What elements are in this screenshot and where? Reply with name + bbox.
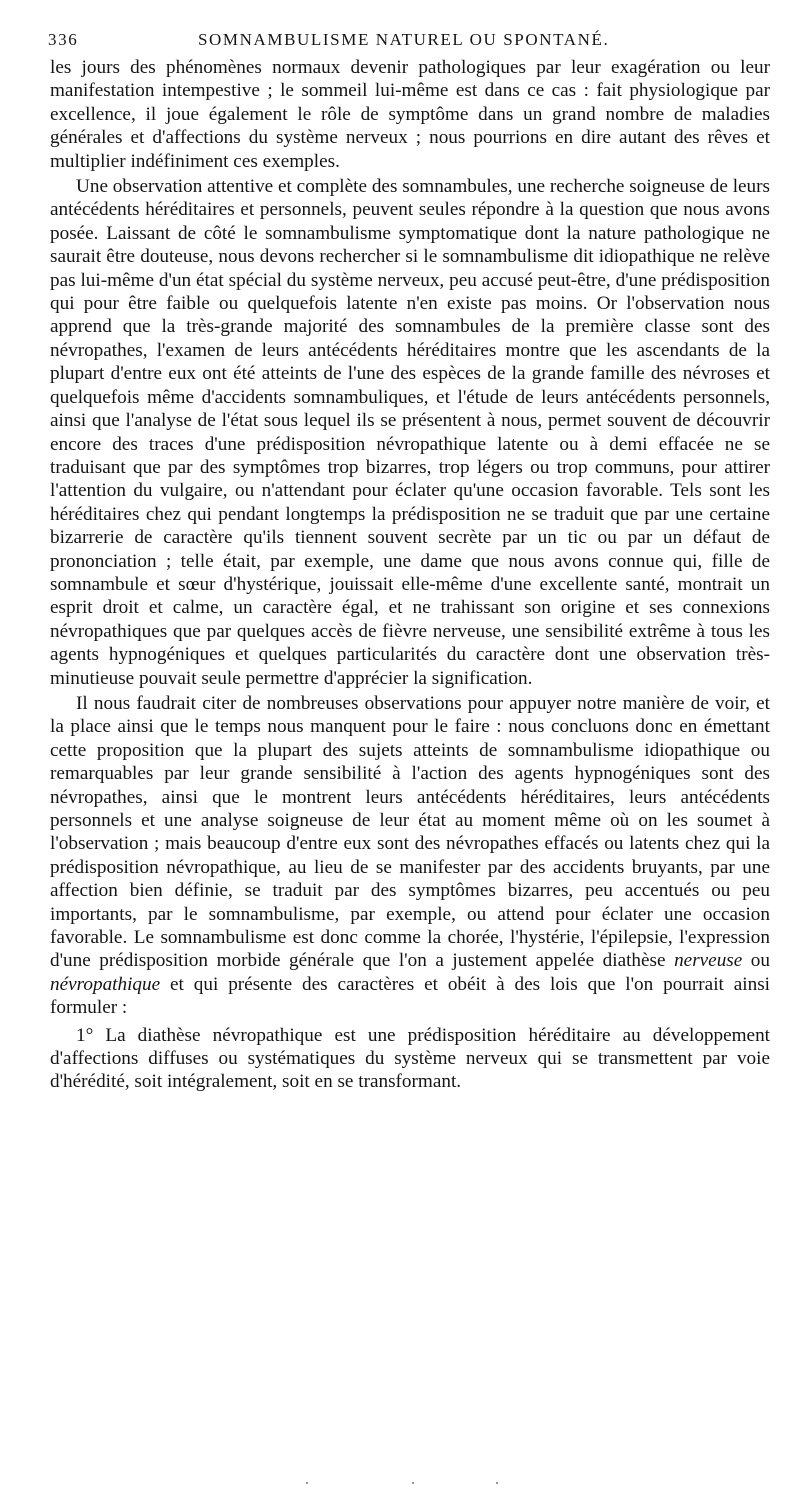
paragraph-3 bbox=[50, 692, 770, 1020]
scan-dot bbox=[496, 1482, 498, 1484]
book-page bbox=[50, 30, 770, 1094]
paragraph-3-text-c: et qui présente des caractères et obéit à des lois que l'on pourrait ainsi formuler : bbox=[50, 973, 770, 1019]
paragraph-2: Une observation attentive et complète des somnambules, une recherche soigneuse de leurs antécédents héréditaires et personnels, peuvent seules répondre à la question que nous avons posée. Laissant de côté le somnambulisme symptomatique dont la nature pathologique ne saurait être douteuse, nous devons rechercher si le somnambulisme dit idiopathique ne relève pas lui-même d'un état spécial du système nerveux, peu accusé peut-être, d'une prédisposition qui pour être faible ou quelquefois latente n'en existe pas moins. Or l'observation nous apprend que la très-grande majorité des somnambules de la première classe sont des névropathes, l'examen de leurs antécédents héréditaires montre que les ascendants de la plupart d'entre eux ont été atteints de l'une des espèces de la grande famille des névroses et quelquefois même d'accidents somnambuliques, et l'étude de leurs antécédents personnels, ainsi que l'analyse de l'état sous lequel ils se présentent à nous, permet souvent de découvrir encore des traces d'une prédisposition névropathique latente ou à demi effacée ne se traduisant que par des symptômes trop bizarres, trop légers ou trop communs, pour attirer l'attention du vulgaire, ou n'attendant pour éclater qu'une occasion favorable. Tels sont les héréditaires chez qui pendant longtemps la prédisposition ne se traduit que par une certaine bizarrerie de caractère qu'ils tiennent souvent secrète par un tic ou par un défaut de prononciation ; telle était, par exemple, une dame que nous avons connue qui, fille de somnambule et sœur d'hystérique, jouissait elle-même d'une excellente santé, montrait un esprit droit et calme, un caractère égal, et ne trahissant son origine et ses connexions névropathiques que par quelques accès de fièvre nerveuse, une sensibilité extrême à tous les agents hypnogéniques et quelques particularités du caractère dont une observation très-minutieuse pouvait seule permettre d'apprécier la signification. bbox=[50, 176, 770, 689]
running-title: SOMNAMBULISME NATUREL OU SPONTANÉ. bbox=[198, 30, 610, 49]
emphasis-nevropathique: névropathique bbox=[50, 973, 161, 995]
scan-dot bbox=[306, 1482, 308, 1484]
paragraph-3-text-a: Il nous faudrait citer de nombreuses observations pour appuyer notre manière de voir, et la place ainsi que le temps nous manquent pour le faire : nous concluons donc en émettant cette proposition que la plupart des sujets atteints de somnambulisme idiopathique ou remarquables par leur grande sensibilité à l'action des agents hypnogéniques sont des névropathes, ainsi que le montrent leurs antécédents héréditaires, leurs antécédents personnels et une analyse soigneuse de leur état au moment même où on les soumet à l'observation ; mais beaucoup d'entre eux sont des névropathes effacés ou latents chez qui la prédisposition névropathique, au lieu de se manifester par des accidents bruyants, par une affection bien définie, se traduit par des symptômes bizarres, peu accentués ou peu importants, par le somnambulisme, par exemple, ou attend pour éclater une occasion favorable. Le somnambulisme est donc comme la chorée, l'hystérie, l'épilepsie, l'expression d'une prédisposition morbide générale que l'on a justement appelée diathèse bbox=[50, 692, 770, 972]
emphasis-nerveuse: nerveuse bbox=[674, 950, 743, 972]
scan-marks bbox=[0, 1482, 800, 1492]
numbered-item-1: 1° La diathèse névropathique est une prédisposition héréditaire au développement d'affections diffuses ou systématiques du système nerveux qui se transmettent par voie d'hérédité, soit intégralement, soit en se transformant. bbox=[50, 1024, 770, 1093]
running-head bbox=[50, 30, 770, 56]
page-number: 336 bbox=[48, 30, 79, 49]
scan-dot bbox=[412, 1482, 414, 1484]
paragraph-1: les jours des phénomènes normaux devenir pathologiques par leur exagération ou leur manifestation intempestive ; le sommeil lui-même est dans ce cas : fait physiologique par excellence, il joue également le rôle de symptôme dans un grand nombre de maladies générales et d'affections du système nerveux ; nous pourrions en dire autant des rêves et multiplier indéfiniment ces exemples. bbox=[50, 57, 770, 172]
paragraph-3-text-b: ou bbox=[742, 950, 770, 972]
